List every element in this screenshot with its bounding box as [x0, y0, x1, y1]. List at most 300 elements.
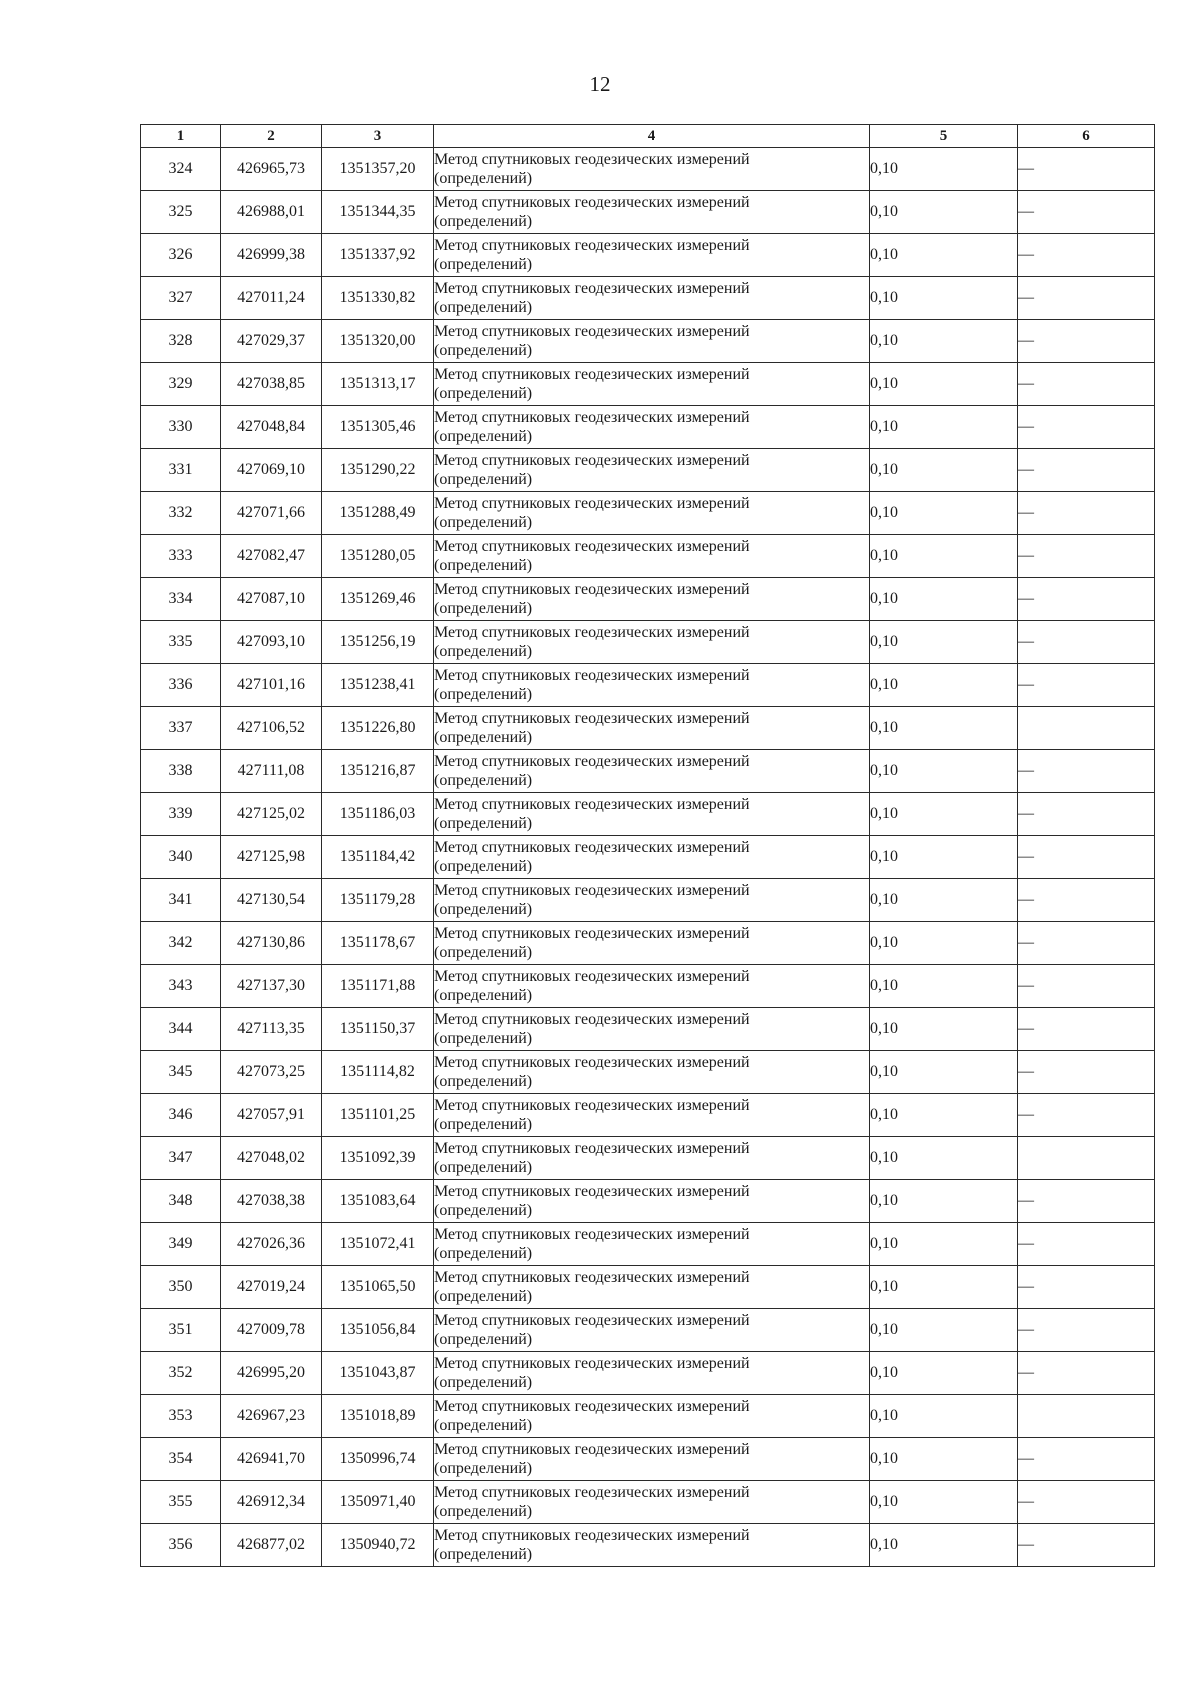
method-cell: [434, 449, 870, 492]
method-text-cont: (определений): [434, 1374, 533, 1391]
method-cell: [434, 1352, 870, 1395]
accuracy-value: 0,10: [870, 449, 1018, 492]
method-text-cont: (определений): [434, 299, 533, 316]
method-text: Метод спутниковых геодезических измерений: [434, 151, 750, 168]
note-dash: —: [1018, 1223, 1155, 1266]
method-cell: [434, 1180, 870, 1223]
method-text-cont: (определений): [434, 170, 533, 187]
coordinate-y: 1351238,41: [322, 664, 434, 707]
note-dash: —: [1018, 406, 1155, 449]
coordinate-y: 1351320,00: [322, 320, 434, 363]
method-cell: [434, 965, 870, 1008]
coordinate-y: 1351114,82: [322, 1051, 434, 1094]
note-dash: [1018, 707, 1155, 750]
point-number: 332: [141, 492, 221, 535]
point-number: 349: [141, 1223, 221, 1266]
coordinate-x: 427130,54: [221, 879, 322, 922]
coordinate-x: 427125,02: [221, 793, 322, 836]
coordinate-y: 1351337,92: [322, 234, 434, 277]
point-number: 324: [141, 148, 221, 191]
note-dash: —: [1018, 1481, 1155, 1524]
method-text: Метод спутниковых геодезических измерений: [434, 237, 750, 254]
coordinate-y: 1350971,40: [322, 1481, 434, 1524]
accuracy-value: 0,10: [870, 1008, 1018, 1051]
coordinate-y: 1351290,22: [322, 449, 434, 492]
method-text: Метод спутниковых геодезических измерений: [434, 1226, 750, 1243]
method-cell: [434, 922, 870, 965]
note-dash: —: [1018, 1438, 1155, 1481]
point-number: 352: [141, 1352, 221, 1395]
method-text: Метод спутниковых геодезических измерений: [434, 323, 750, 340]
coordinate-x: 427106,52: [221, 707, 322, 750]
method-text-cont: (определений): [434, 858, 533, 875]
method-text-cont: (определений): [434, 600, 533, 617]
method-text: Метод спутниковых геодезических измерений: [434, 280, 750, 297]
accuracy-value: 0,10: [870, 965, 1018, 1008]
table-row: [141, 535, 1155, 578]
method-text-cont: (определений): [434, 342, 533, 359]
point-number: 347: [141, 1137, 221, 1180]
method-text-cont: (определений): [434, 514, 533, 531]
coordinate-x: 427009,78: [221, 1309, 322, 1352]
method-cell: [434, 1309, 870, 1352]
note-dash: —: [1018, 965, 1155, 1008]
method-text-cont: (определений): [434, 1073, 533, 1090]
point-number: 328: [141, 320, 221, 363]
method-cell: [434, 1395, 870, 1438]
method-text: Метод спутниковых геодезических измерений: [434, 1312, 750, 1329]
column-header: 6: [1018, 125, 1155, 148]
note-dash: —: [1018, 535, 1155, 578]
method-text-cont: (определений): [434, 557, 533, 574]
method-text: Метод спутниковых геодезических измерений: [434, 194, 750, 211]
accuracy-value: 0,10: [870, 1481, 1018, 1524]
note-dash: —: [1018, 1094, 1155, 1137]
coordinate-y: 1351056,84: [322, 1309, 434, 1352]
table-row: [141, 1137, 1155, 1180]
coordinate-x: 427048,02: [221, 1137, 322, 1180]
coordinate-x: 427073,25: [221, 1051, 322, 1094]
method-text: Метод спутниковых геодезических измерений: [434, 796, 750, 813]
point-number: 334: [141, 578, 221, 621]
coordinate-y: 1350996,74: [322, 1438, 434, 1481]
accuracy-value: 0,10: [870, 1352, 1018, 1395]
accuracy-value: 0,10: [870, 363, 1018, 406]
accuracy-value: 0,10: [870, 664, 1018, 707]
method-cell: [434, 1438, 870, 1481]
method-text-cont: (определений): [434, 471, 533, 488]
coordinate-y: 1351280,05: [322, 535, 434, 578]
table-row: [141, 1266, 1155, 1309]
method-text: Метод спутниковых геодезических измерений: [434, 1269, 750, 1286]
accuracy-value: 0,10: [870, 1180, 1018, 1223]
point-number: 340: [141, 836, 221, 879]
coordinate-x: 427093,10: [221, 621, 322, 664]
coordinate-x: 426912,34: [221, 1481, 322, 1524]
method-text-cont: (определений): [434, 1546, 533, 1563]
accuracy-value: 0,10: [870, 1438, 1018, 1481]
column-header: 5: [870, 125, 1018, 148]
coordinate-x: 426967,23: [221, 1395, 322, 1438]
coordinate-y: 1351216,87: [322, 750, 434, 793]
method-cell: [434, 320, 870, 363]
accuracy-value: 0,10: [870, 793, 1018, 836]
point-number: 348: [141, 1180, 221, 1223]
accuracy-value: 0,10: [870, 750, 1018, 793]
method-text: Метод спутниковых геодезических измерений: [434, 1484, 750, 1501]
note-dash: —: [1018, 1352, 1155, 1395]
point-number: 338: [141, 750, 221, 793]
coordinate-x: 426965,73: [221, 148, 322, 191]
table-row: [141, 449, 1155, 492]
coordinate-y: 1351043,87: [322, 1352, 434, 1395]
coordinate-y: 1350940,72: [322, 1524, 434, 1567]
method-text: Метод спутниковых геодезических измерений: [434, 925, 750, 942]
accuracy-value: 0,10: [870, 1266, 1018, 1309]
coordinate-x: 426941,70: [221, 1438, 322, 1481]
coordinate-y: 1351018,89: [322, 1395, 434, 1438]
coordinate-x: 427069,10: [221, 449, 322, 492]
table-row: [141, 793, 1155, 836]
method-text-cont: (определений): [434, 901, 533, 918]
method-cell: [434, 1481, 870, 1524]
method-text: Метод спутниковых геодезических измерений: [434, 495, 750, 512]
method-text-cont: (определений): [434, 256, 533, 273]
coordinate-y: 1351357,20: [322, 148, 434, 191]
note-dash: —: [1018, 234, 1155, 277]
coordinate-x: 427026,36: [221, 1223, 322, 1266]
note-dash: —: [1018, 621, 1155, 664]
coordinate-y: 1351072,41: [322, 1223, 434, 1266]
table-row: [141, 621, 1155, 664]
method-text: Метод спутниковых геодезических измерений: [434, 1355, 750, 1372]
point-number: 353: [141, 1395, 221, 1438]
point-number: 342: [141, 922, 221, 965]
method-text-cont: (определений): [434, 1460, 533, 1477]
coordinate-y: 1351288,49: [322, 492, 434, 535]
coordinate-y: 1351150,37: [322, 1008, 434, 1051]
point-number: 326: [141, 234, 221, 277]
method-cell: [434, 750, 870, 793]
accuracy-value: 0,10: [870, 1137, 1018, 1180]
accuracy-value: 0,10: [870, 578, 1018, 621]
accuracy-value: 0,10: [870, 621, 1018, 664]
table-row: [141, 578, 1155, 621]
table-row: [141, 234, 1155, 277]
table-row: [141, 406, 1155, 449]
method-cell: [434, 836, 870, 879]
coordinate-y: 1351186,03: [322, 793, 434, 836]
method-cell: [434, 621, 870, 664]
method-text: Метод спутниковых геодезических измерений: [434, 1054, 750, 1071]
table-row: [141, 1352, 1155, 1395]
coordinate-x: 427125,98: [221, 836, 322, 879]
accuracy-value: 0,10: [870, 535, 1018, 578]
method-cell: [434, 234, 870, 277]
method-text: Метод спутниковых геодезических измерений: [434, 409, 750, 426]
method-text: Метод спутниковых геодезических измерений: [434, 538, 750, 555]
coordinate-x: 427082,47: [221, 535, 322, 578]
point-number: 331: [141, 449, 221, 492]
coordinate-x: 427101,16: [221, 664, 322, 707]
coordinates-table: [140, 124, 1155, 1567]
table-row: [141, 836, 1155, 879]
method-cell: [434, 1008, 870, 1051]
method-cell: [434, 879, 870, 922]
method-cell: [434, 363, 870, 406]
method-text-cont: (определений): [434, 1331, 533, 1348]
point-number: 356: [141, 1524, 221, 1567]
coordinate-y: 1351179,28: [322, 879, 434, 922]
coordinate-y: 1351178,67: [322, 922, 434, 965]
table-row: [141, 1180, 1155, 1223]
method-cell: [434, 191, 870, 234]
method-text: Метод спутниковых геодезических измерений: [434, 1097, 750, 1114]
point-number: 329: [141, 363, 221, 406]
table-row: [141, 1223, 1155, 1266]
note-dash: —: [1018, 1008, 1155, 1051]
point-number: 339: [141, 793, 221, 836]
method-cell: [434, 492, 870, 535]
accuracy-value: 0,10: [870, 1395, 1018, 1438]
method-text: Метод спутниковых геодезических измерений: [434, 1398, 750, 1415]
method-text-cont: (определений): [434, 1159, 533, 1176]
method-text: Метод спутниковых геодезических измерений: [434, 1011, 750, 1028]
method-cell: [434, 1524, 870, 1567]
coordinate-x: 426877,02: [221, 1524, 322, 1567]
method-cell: [434, 1266, 870, 1309]
table-row: [141, 148, 1155, 191]
accuracy-value: 0,10: [870, 1094, 1018, 1137]
method-text: Метод спутниковых геодезических измерений: [434, 366, 750, 383]
method-text-cont: (определений): [434, 1202, 533, 1219]
accuracy-value: 0,10: [870, 320, 1018, 363]
accuracy-value: 0,10: [870, 492, 1018, 535]
table-row: [141, 707, 1155, 750]
coordinate-y: 1351256,19: [322, 621, 434, 664]
table-row: [141, 922, 1155, 965]
coordinate-x: 427113,35: [221, 1008, 322, 1051]
note-dash: —: [1018, 836, 1155, 879]
note-dash: —: [1018, 1180, 1155, 1223]
table-row: [141, 1008, 1155, 1051]
method-text: Метод спутниковых геодезических измерений: [434, 710, 750, 727]
method-text-cont: (определений): [434, 729, 533, 746]
point-number: 333: [141, 535, 221, 578]
method-text-cont: (определений): [434, 815, 533, 832]
method-text: Метод спутниковых геодезических измерений: [434, 1140, 750, 1157]
accuracy-value: 0,10: [870, 234, 1018, 277]
accuracy-value: 0,10: [870, 148, 1018, 191]
note-dash: —: [1018, 1309, 1155, 1352]
accuracy-value: 0,10: [870, 1223, 1018, 1266]
coordinate-y: 1351305,46: [322, 406, 434, 449]
method-text-cont: (определений): [434, 1288, 533, 1305]
method-text: Метод спутниковых геодезических измерений: [434, 624, 750, 641]
method-text-cont: (определений): [434, 987, 533, 1004]
method-cell: [434, 535, 870, 578]
method-text-cont: (определений): [434, 772, 533, 789]
column-header: 1: [141, 125, 221, 148]
point-number: 344: [141, 1008, 221, 1051]
coordinate-y: 1351184,42: [322, 836, 434, 879]
coordinate-x: 427048,84: [221, 406, 322, 449]
method-text-cont: (определений): [434, 1503, 533, 1520]
note-dash: —: [1018, 922, 1155, 965]
note-dash: —: [1018, 363, 1155, 406]
method-text-cont: (определений): [434, 686, 533, 703]
table-row: [141, 750, 1155, 793]
method-text: Метод спутниковых геодезических измерений: [434, 581, 750, 598]
coordinate-x: 427011,24: [221, 277, 322, 320]
coordinate-y: 1351330,82: [322, 277, 434, 320]
table-row: [141, 1094, 1155, 1137]
method-text-cont: (определений): [434, 1417, 533, 1434]
table-row: [141, 1051, 1155, 1094]
method-cell: [434, 1223, 870, 1266]
coordinate-y: 1351171,88: [322, 965, 434, 1008]
accuracy-value: 0,10: [870, 277, 1018, 320]
accuracy-value: 0,10: [870, 1524, 1018, 1567]
coordinate-y: 1351313,17: [322, 363, 434, 406]
table-row: [141, 879, 1155, 922]
note-dash: —: [1018, 492, 1155, 535]
table-header-row: [141, 125, 1155, 148]
method-text-cont: (определений): [434, 1030, 533, 1047]
table-row: [141, 1438, 1155, 1481]
coordinate-x: 427087,10: [221, 578, 322, 621]
point-number: 351: [141, 1309, 221, 1352]
method-text: Метод спутниковых геодезических измерений: [434, 753, 750, 770]
method-text: Метод спутниковых геодезических измерений: [434, 452, 750, 469]
note-dash: —: [1018, 277, 1155, 320]
note-dash: —: [1018, 664, 1155, 707]
point-number: 341: [141, 879, 221, 922]
note-dash: —: [1018, 1524, 1155, 1567]
method-cell: [434, 277, 870, 320]
method-cell: [434, 1051, 870, 1094]
accuracy-value: 0,10: [870, 1309, 1018, 1352]
note-dash: —: [1018, 750, 1155, 793]
coordinate-x: 427019,24: [221, 1266, 322, 1309]
coordinate-x: 426999,38: [221, 234, 322, 277]
method-text: Метод спутниковых геодезических измерений: [434, 882, 750, 899]
method-cell: [434, 1094, 870, 1137]
coordinate-y: 1351344,35: [322, 191, 434, 234]
accuracy-value: 0,10: [870, 922, 1018, 965]
note-dash: —: [1018, 191, 1155, 234]
note-dash: —: [1018, 320, 1155, 363]
method-cell: [434, 1137, 870, 1180]
note-dash: —: [1018, 793, 1155, 836]
note-dash: [1018, 1395, 1155, 1438]
note-dash: —: [1018, 1266, 1155, 1309]
method-text: Метод спутниковых геодезических измерений: [434, 839, 750, 856]
table-body: [141, 148, 1155, 1567]
coordinate-x: 427038,38: [221, 1180, 322, 1223]
accuracy-value: 0,10: [870, 879, 1018, 922]
point-number: 337: [141, 707, 221, 750]
method-cell: [434, 578, 870, 621]
table-row: [141, 1524, 1155, 1567]
coordinate-y: 1351269,46: [322, 578, 434, 621]
table-row: [141, 965, 1155, 1008]
point-number: 350: [141, 1266, 221, 1309]
method-cell: [434, 406, 870, 449]
accuracy-value: 0,10: [870, 707, 1018, 750]
note-dash: —: [1018, 148, 1155, 191]
method-cell: [434, 707, 870, 750]
table-row: [141, 1395, 1155, 1438]
note-dash: —: [1018, 449, 1155, 492]
method-cell: [434, 793, 870, 836]
method-cell: [434, 148, 870, 191]
coordinate-y: 1351065,50: [322, 1266, 434, 1309]
method-text-cont: (определений): [434, 1245, 533, 1262]
table-row: [141, 492, 1155, 535]
method-text-cont: (определений): [434, 643, 533, 660]
table-row: [141, 363, 1155, 406]
point-number: 346: [141, 1094, 221, 1137]
method-text-cont: (определений): [434, 213, 533, 230]
method-cell: [434, 664, 870, 707]
point-number: 355: [141, 1481, 221, 1524]
coordinate-y: 1351083,64: [322, 1180, 434, 1223]
column-header: 2: [221, 125, 322, 148]
accuracy-value: 0,10: [870, 191, 1018, 234]
point-number: 345: [141, 1051, 221, 1094]
coordinate-y: 1351226,80: [322, 707, 434, 750]
accuracy-value: 0,10: [870, 836, 1018, 879]
note-dash: —: [1018, 578, 1155, 621]
point-number: 336: [141, 664, 221, 707]
table-row: [141, 277, 1155, 320]
point-number: 330: [141, 406, 221, 449]
note-dash: —: [1018, 879, 1155, 922]
table-row: [141, 664, 1155, 707]
coordinate-x: 427038,85: [221, 363, 322, 406]
method-text: Метод спутниковых геодезических измерений: [434, 1183, 750, 1200]
point-number: 343: [141, 965, 221, 1008]
coordinate-y: 1351101,25: [322, 1094, 434, 1137]
coordinate-x: 426988,01: [221, 191, 322, 234]
point-number: 335: [141, 621, 221, 664]
table-row: [141, 1481, 1155, 1524]
method-text-cont: (определений): [434, 428, 533, 445]
method-text-cont: (определений): [434, 1116, 533, 1133]
method-text: Метод спутниковых геодезических измерений: [434, 1441, 750, 1458]
method-text-cont: (определений): [434, 944, 533, 961]
point-number: 325: [141, 191, 221, 234]
note-dash: [1018, 1137, 1155, 1180]
table-row: [141, 191, 1155, 234]
accuracy-value: 0,10: [870, 406, 1018, 449]
coordinate-x: 427137,30: [221, 965, 322, 1008]
coordinate-x: 427111,08: [221, 750, 322, 793]
method-text: Метод спутниковых геодезических измерений: [434, 1527, 750, 1544]
point-number: 327: [141, 277, 221, 320]
coordinate-y: 1351092,39: [322, 1137, 434, 1180]
page-number: 12: [589, 72, 611, 96]
note-dash: —: [1018, 1051, 1155, 1094]
method-text: Метод спутниковых геодезических измерений: [434, 968, 750, 985]
coordinate-x: 427130,86: [221, 922, 322, 965]
coordinate-x: 427029,37: [221, 320, 322, 363]
column-header: 4: [434, 125, 870, 148]
point-number: 354: [141, 1438, 221, 1481]
coordinate-x: 426995,20: [221, 1352, 322, 1395]
table-row: [141, 320, 1155, 363]
